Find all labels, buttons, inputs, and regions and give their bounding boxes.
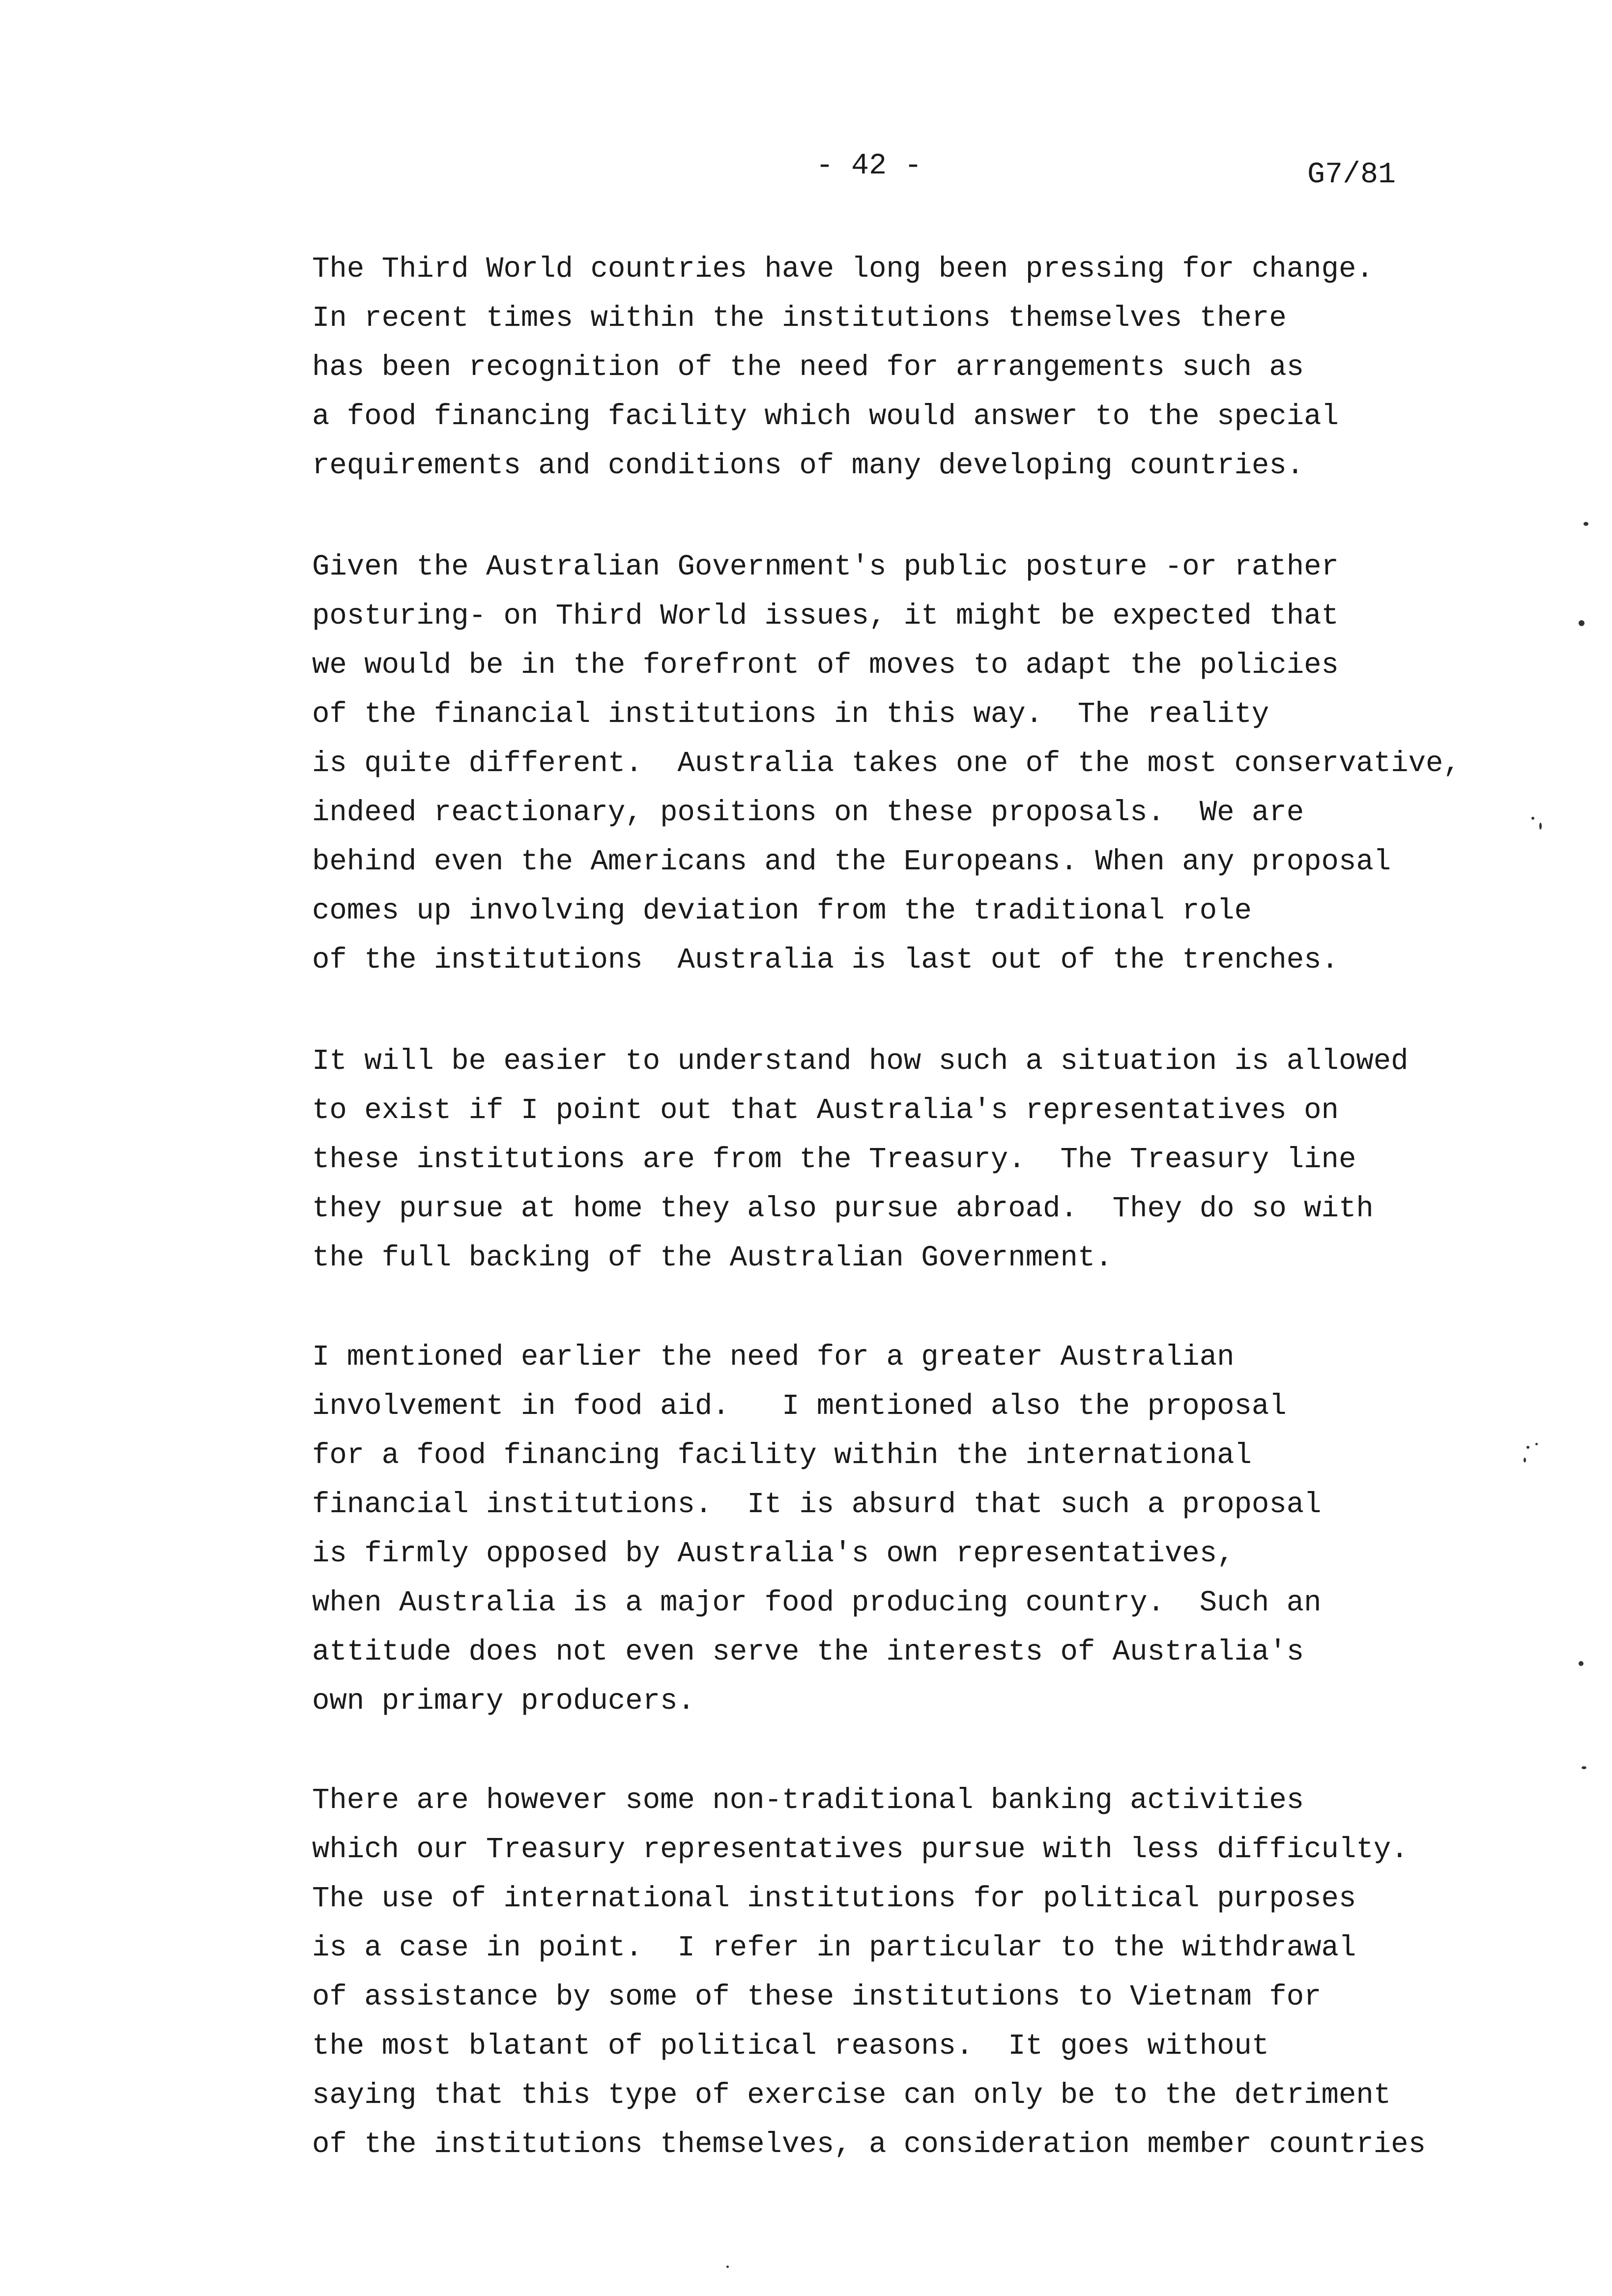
text-line: Given the Australian Government's public posture -or rather [312,550,1339,583]
text-line: The Third World countries have long been pressing for change. [312,253,1374,286]
text-line: these institutions are from the Treasury. The Treasury line [312,1143,1356,1176]
text-line: of the financial institutions in this way. The reality [312,698,1269,731]
scan-speck [1531,817,1534,820]
text-line: financial institutions. It is absurd that such a proposal [312,1488,1322,1521]
scan-speck [1535,1443,1538,1445]
text-line: of the institutions Australia is last out of the trenches. [312,944,1339,976]
text-line: is quite different. Australia takes one of the most conservative, [312,747,1461,780]
scan-speck [1583,522,1588,526]
text-line: they pursue at home they also pursue abroad. They do so with [312,1192,1374,1225]
text-line: attitude does not even serve the interests of Australia's [312,1636,1304,1668]
scan-speck [1579,620,1584,626]
text-line: comes up involving deviation from the traditional role [312,894,1252,927]
scan-speck [1539,823,1542,830]
paragraph-3 [312,1037,1409,1283]
paragraph-5 [312,1776,1426,2169]
paragraph-2 [312,543,1461,985]
text-line: we would be in the forefront of moves to adapt the policies [312,649,1339,682]
text-line: which our Treasury representatives pursue with less difficulty. [312,1833,1409,1866]
scan-speck [1524,1458,1526,1463]
text-line: requirements and conditions of many developing countries. [312,449,1304,482]
text-line: indeed reactionary, positions on these proposals. We are [312,796,1304,829]
text-line: behind even the Americans and the Europeans. When any proposal [312,845,1391,878]
text-line: saying that this type of exercise can only be to the detriment [312,2079,1391,2112]
page-number: - 42 - [816,149,922,183]
paragraph-4 [312,1333,1322,1726]
text-line: the most blatant of political reasons. It goes without [312,2030,1269,2063]
paragraph-1 [312,245,1374,490]
text-line: when Australia is a major food producing country. Such an [312,1586,1322,1619]
text-line: is a case in point. I refer in particular to the withdrawal [312,1931,1356,1964]
text-line: The use of international institutions for political purposes [312,1882,1356,1915]
text-line: There are however some non-traditional banking activities [312,1784,1304,1817]
text-line: I mentioned earlier the need for a greater Australian [312,1341,1235,1374]
text-line: is firmly opposed by Australia's own representatives, [312,1537,1235,1570]
text-line: the full backing of the Australian Government. [312,1241,1113,1274]
text-line: of the institutions themselves, a consideration member countries [312,2128,1426,2161]
scan-speck [1579,1661,1583,1666]
text-line: posturing- on Third World issues, it might be expected that [312,600,1339,632]
text-line: a food financing facility which would answer to the special [312,400,1339,433]
text-line: own primary producers. [312,1685,695,1718]
text-line: for a food financing facility within the international [312,1439,1252,1472]
scan-speck [1582,1766,1586,1769]
scan-speck [726,2266,729,2268]
scan-speck [1526,1446,1529,1449]
text-line: to exist if I point out that Australia's representatives on [312,1094,1339,1127]
text-line: involvement in food aid. I mentioned also the proposal [312,1390,1287,1423]
text-line: of assistance by some of these institutions to Vietnam for [312,1980,1322,2013]
text-line: has been recognition of the need for arrangements such as [312,351,1304,384]
text-line: In recent times within the institutions themselves there [312,302,1287,335]
text-line: It will be easier to understand how such a situation is allowed [312,1045,1409,1078]
document-reference: G7/81 [1307,158,1396,192]
